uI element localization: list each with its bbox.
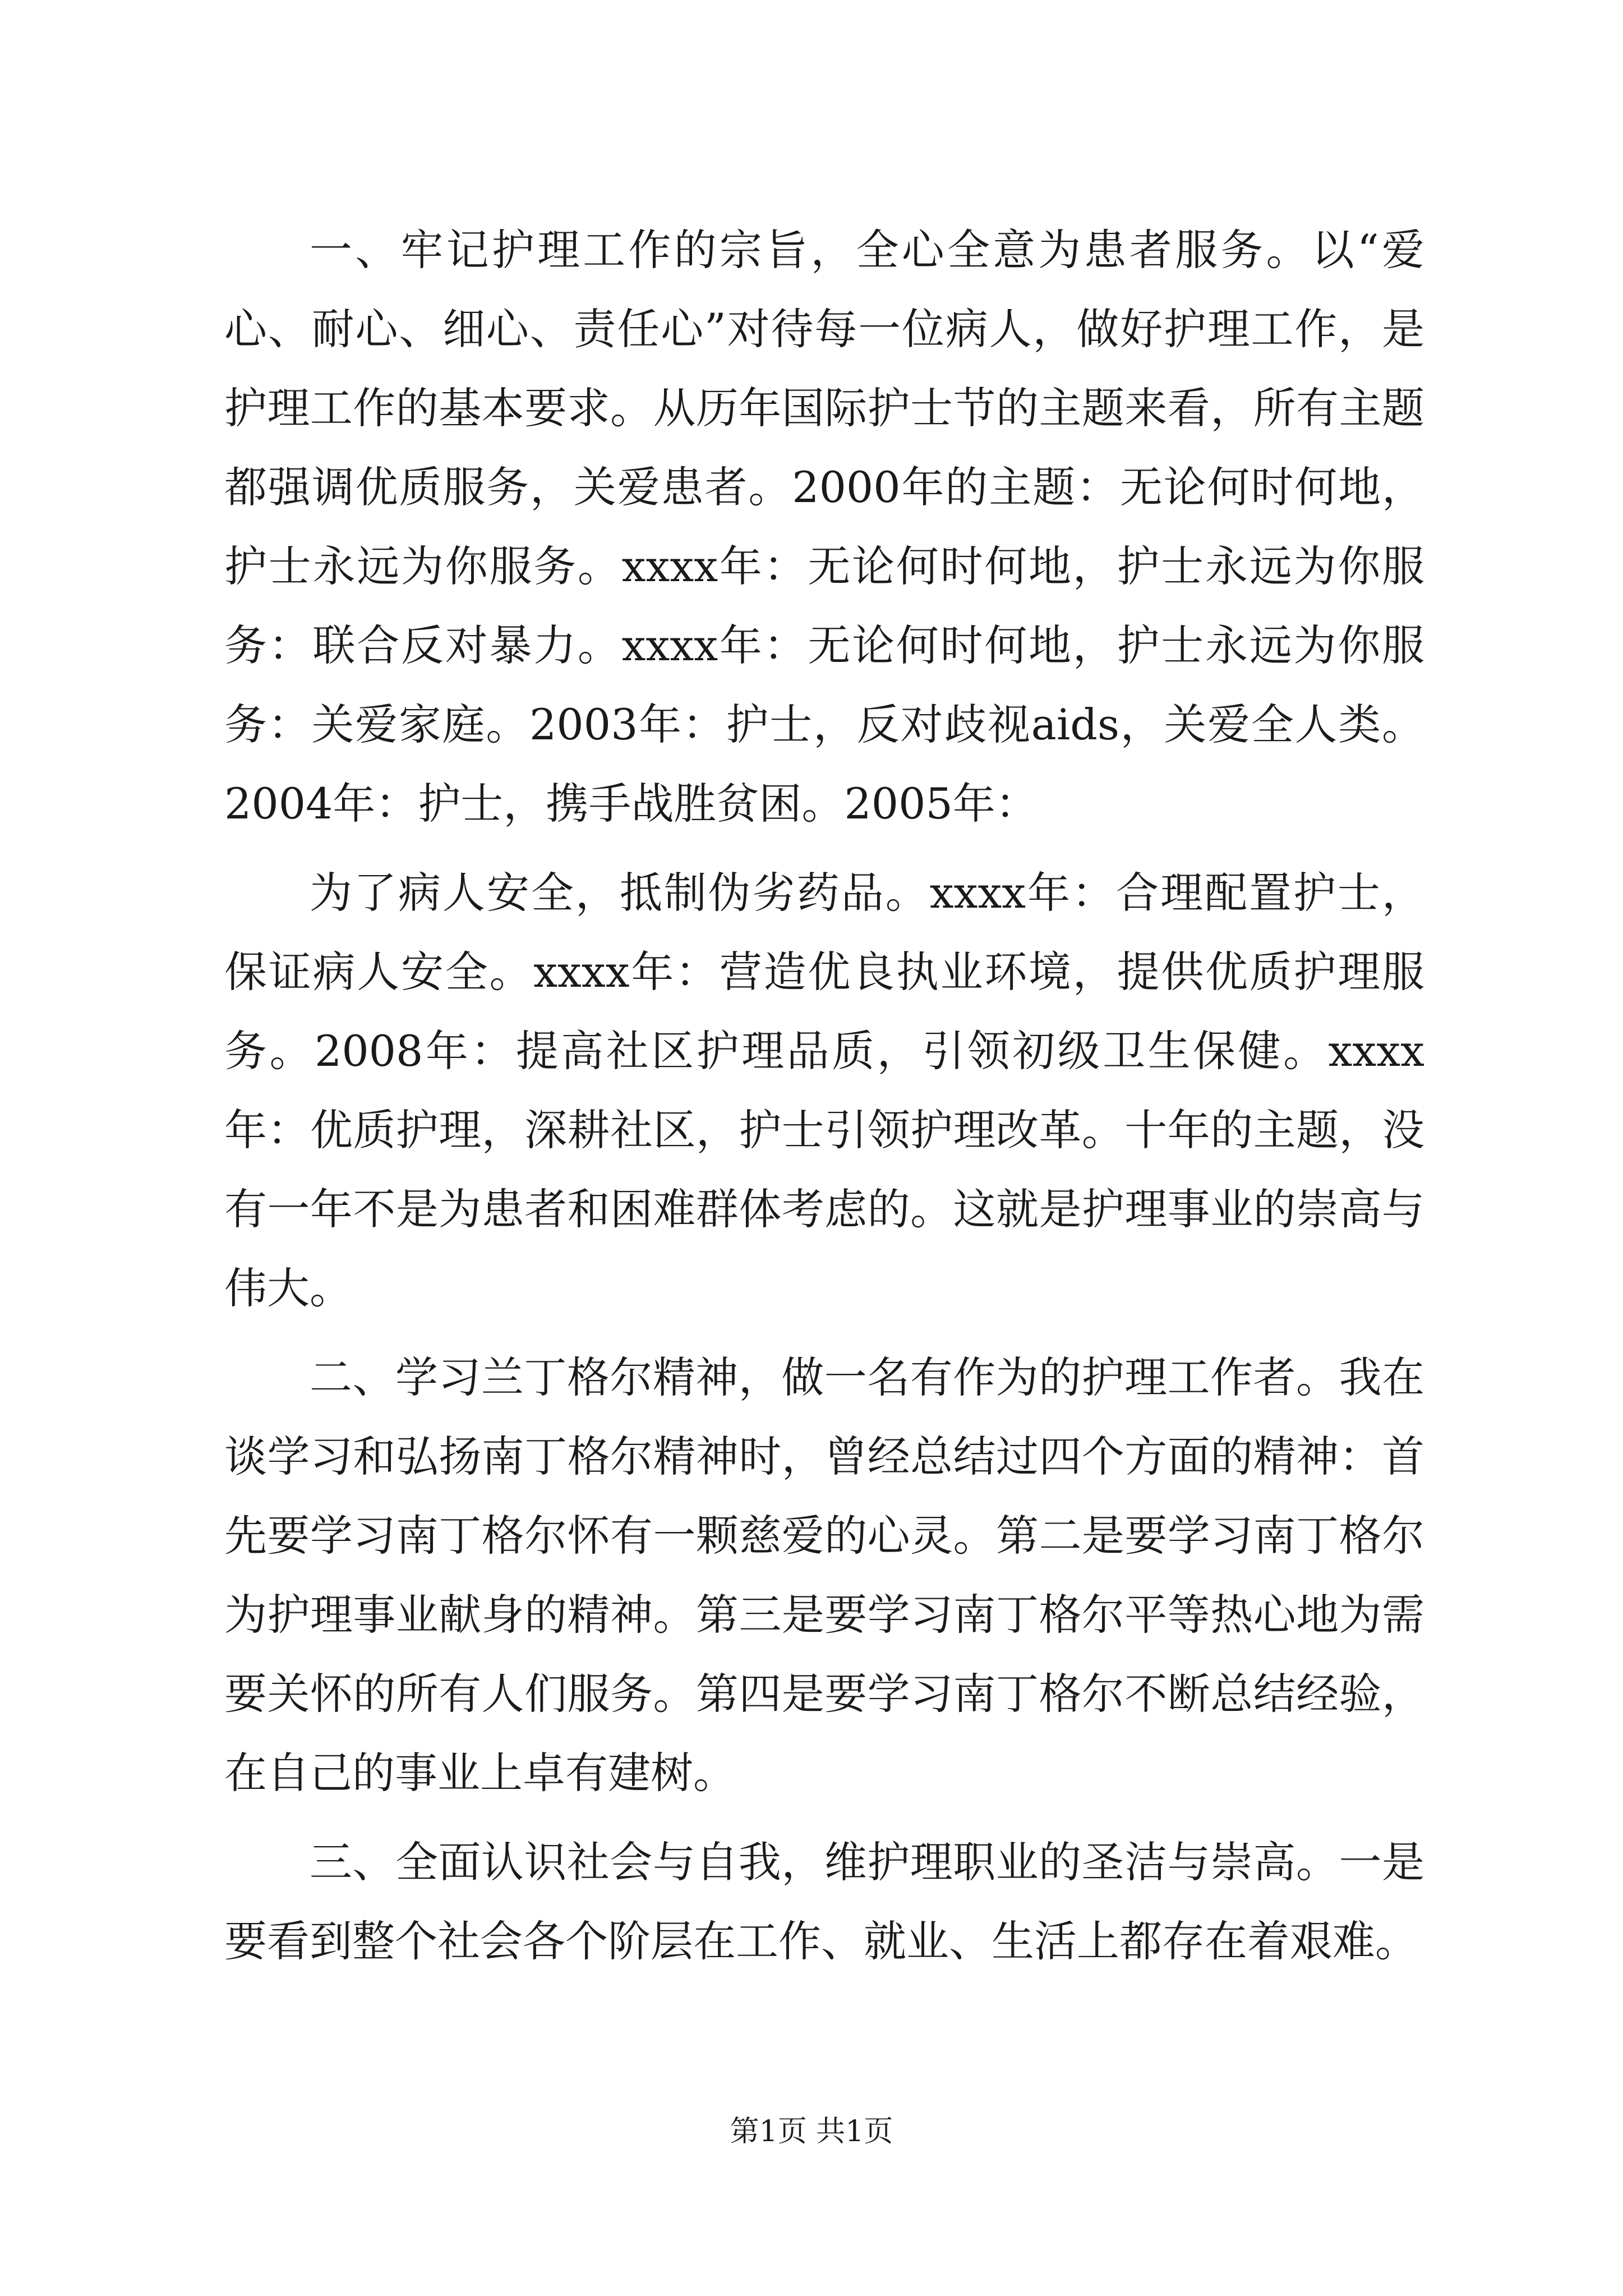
paragraph-1: 一、牢记护理工作的宗旨，全心全意为患者服务。以“爱心、耐心、细心、责任心”对待每一位病人，做好护理工作，是护理工作的基本要求。从历年国际护士节的主题来看，所有主题都强调优质服务，关爱患者。2000年的主题：无论何时何地，护士永远为你服务。xxxx年：无论何时何地，护士永远为你服务：联合反对暴力。xxxx年：无论何时何地，护士永远为你服务：关爱家庭。2003年：护士，反对歧视aids，关爱全人类。2004年：护士，携手战胜贫困。2005年： — [224, 225, 1424, 829]
page-number-label: 第1页 共1页 — [730, 2115, 893, 2148]
paragraph-2: 为了病人安全，抵制伪劣药品。xxxx年：合理配置护士，保证病人安全。xxxx年：营造优良执业环境，提供优质护理服务。2008年：提高社区护理品质，引领初级卫生保健。xxxx年：优质护理，深耕社区，护士引领护理改革。十年的主题，没有一年不是为患者和困难群体考虑的。这就是护理事业的崇高与伟大。 — [224, 868, 1424, 1313]
paragraph-4: 三、全面认识社会与自我，维护理职业的圣洁与崇高。一是要看到整个社会各个阶层在工作、就业、生活上都存在着艰难。 — [224, 1837, 1424, 1966]
page-footer — [0, 2112, 1623, 2151]
document-body — [224, 210, 1424, 1991]
paragraph-3: 二、学习兰丁格尔精神，做一名有作为的护理工作者。我在谈学习和弘扬南丁格尔精神时，曾经总结过四个方面的精神：首先要学习南丁格尔怀有一颗慈爱的心灵。第二是要学习南丁格尔为护理事业献身的精神。第三是要学习南丁格尔平等热心地为需要关怀的所有人们服务。第四是要学习南丁格尔不断总结经验，在自己的事业上卓有建树。 — [224, 1352, 1424, 1798]
